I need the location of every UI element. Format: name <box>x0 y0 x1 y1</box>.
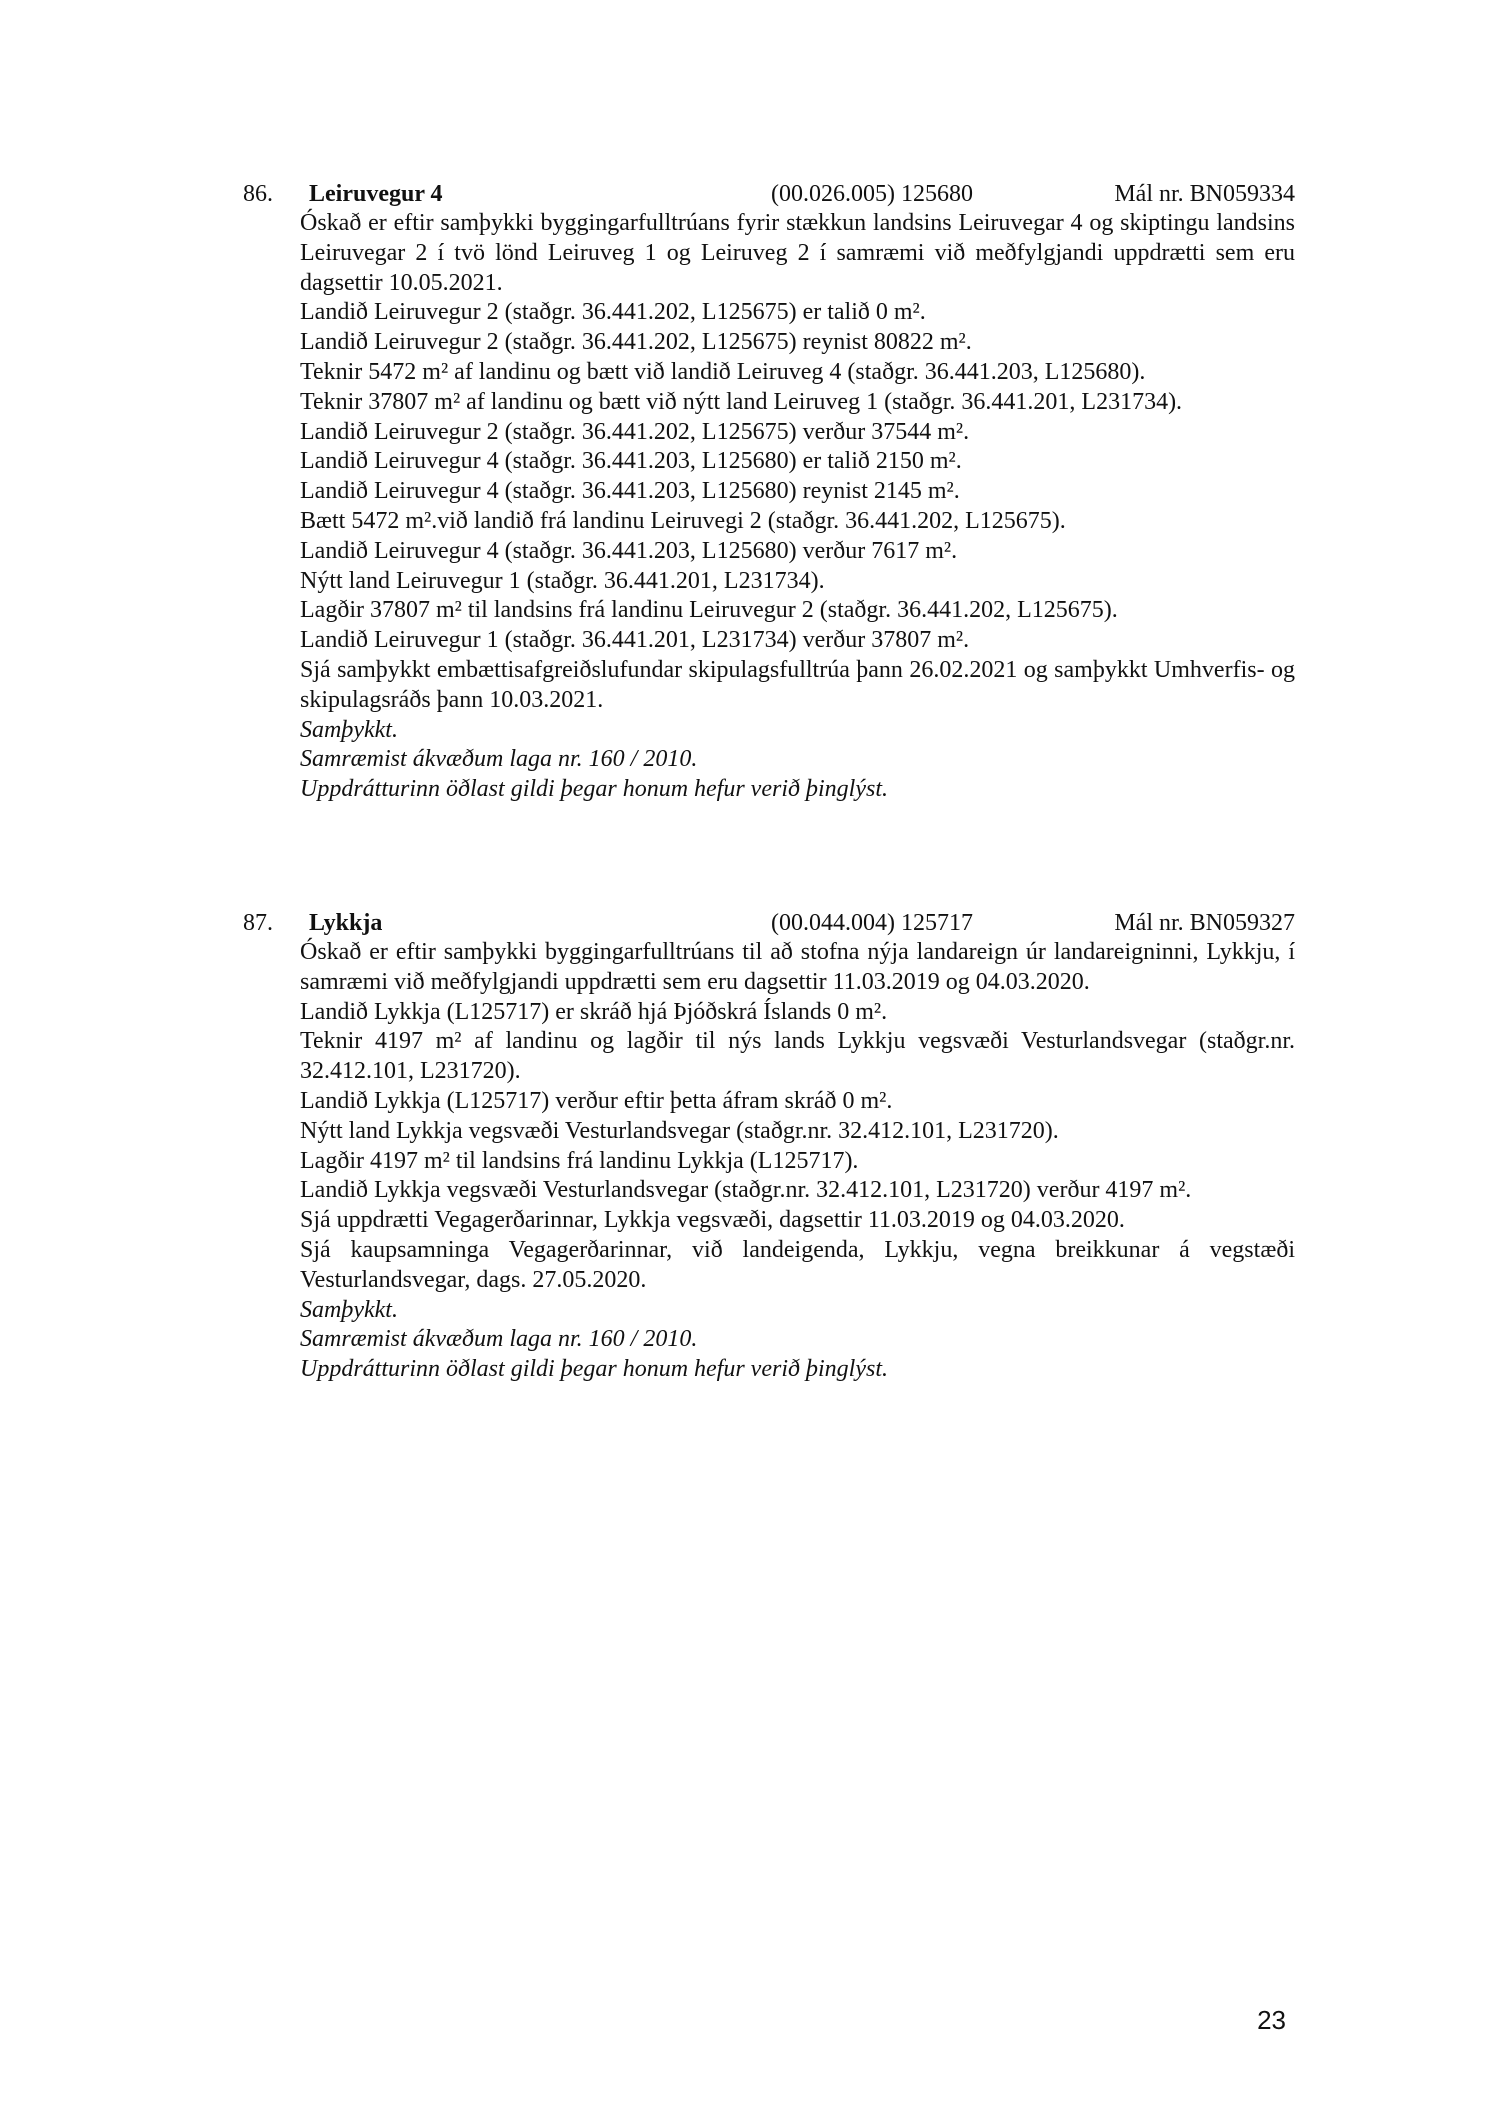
paragraph: Teknir 4197 m² af landinu og lagðir til nýs lands Lykkju vegsvæði Vesturlandsvegar (staðgr.nr. 32.412.101, L231720). <box>300 1028 1295 1085</box>
decision-law-reference: Samræmist ákvæðum laga nr. 160 / 2010. <box>300 746 698 773</box>
decision-law-reference: Samræmist ákvæðum laga nr. 160 / 2010. <box>300 1326 698 1353</box>
item-title: Leiruvegur 4 <box>309 181 443 207</box>
paragraph: Lagðir 4197 m² til landsins frá landinu Lykkja (L125717). <box>300 1147 859 1174</box>
item-number: 86. <box>243 181 273 207</box>
decision-validity-note: Uppdrátturinn öðlast gildi þegar honum hefur verið þinglýst. <box>300 776 888 803</box>
paragraph: Bætt 5472 m².við landið frá landinu Leiruvegi 2 (staðgr. 36.441.202, L125675). <box>300 507 1066 534</box>
paragraph: Teknir 5472 m² af landinu og bætt við landið Leiruveg 4 (staðgr. 36.441.203, L125680). <box>300 358 1146 385</box>
decision-approved: Samþykkt. <box>300 716 398 743</box>
paragraph: Sjá kaupsamninga Vegagerðarinnar, við landeigenda, Lykkju, vegna breikkunar á vegstæði Vesturlandsvegar, dags. 27.05.2020. <box>300 1236 1295 1293</box>
paragraph: Landið Leiruvegur 4 (staðgr. 36.441.203, L125680) er talið 2150 m². <box>300 448 962 475</box>
paragraph: Landið Lykkja (L125717) er skráð hjá Þjóðskrá Íslands 0 m². <box>300 998 888 1025</box>
paragraph: Landið Leiruvegur 2 (staðgr. 36.441.202, L125675) er talið 0 m². <box>300 299 926 326</box>
paragraph: Landið Leiruvegur 2 (staðgr. 36.441.202, L125675) verður 37544 m². <box>300 418 970 445</box>
paragraph: Landið Leiruvegur 2 (staðgr. 36.441.202, L125675) reynist 80822 m². <box>300 329 972 356</box>
decision-approved: Samþykkt. <box>300 1296 398 1323</box>
item-title: Lykkja <box>309 910 383 936</box>
paragraph: Lagðir 37807 m² til landsins frá landinu Leiruvegur 2 (staðgr. 36.441.202, L125675). <box>300 597 1118 624</box>
paragraph: Óskað er eftir samþykki byggingarfulltrúans fyrir stækkun landsins Leiruvegar 4 og skiptingu landsins Leiruvegar 2 í tvö lönd Leiruveg 1 og Leiruveg 2 í samræmi við meðfylgjandi uppdrætti sem eru dagsettir 10.05.2021. <box>300 210 1295 296</box>
paragraph: Nýtt land Leiruvegur 1 (staðgr. 36.441.201, L231734). <box>300 567 825 594</box>
paragraph: Sjá samþykkt embættisafgreiðslufundar skipulagsfulltrúa þann 26.02.2021 og samþykkt Umhverfis- og skipulagsráðs þann 10.03.2021. <box>300 656 1295 713</box>
paragraph: Landið Leiruvegur 4 (staðgr. 36.441.203, L125680) verður 7617 m². <box>300 537 958 564</box>
item-case-number: Mál nr. BN059327 <box>1114 910 1295 936</box>
paragraph: Landið Leiruvegur 4 (staðgr. 36.441.203, L125680) reynist 2145 m². <box>300 478 960 505</box>
paragraph: Landið Lykkja (L125717) verður eftir þetta áfram skráð 0 m². <box>300 1087 893 1114</box>
item-body <box>300 209 1295 805</box>
item-header <box>243 908 1295 938</box>
page-number: 23 <box>1257 2005 1286 2035</box>
item-number: 87. <box>243 910 273 936</box>
item-body <box>300 938 1295 1385</box>
paragraph: Landið Leiruvegur 1 (staðgr. 36.441.201, L231734) verður 37807 m². <box>300 627 970 654</box>
paragraph: Landið Lykkja vegsvæði Vesturlandsvegar (staðgr.nr. 32.412.101, L231720) verður 4197 m². <box>300 1177 1192 1204</box>
item-header <box>243 179 1295 209</box>
item-reference: (00.044.004) 125717 <box>771 910 973 936</box>
item-reference: (00.026.005) 125680 <box>771 181 973 207</box>
decision-validity-note: Uppdrátturinn öðlast gildi þegar honum hefur verið þinglýst. <box>300 1356 888 1383</box>
paragraph: Nýtt land Lykkja vegsvæði Vesturlandsvegar (staðgr.nr. 32.412.101, L231720). <box>300 1117 1059 1144</box>
item-case-number: Mál nr. BN059334 <box>1114 181 1295 207</box>
paragraph: Óskað er eftir samþykki byggingarfulltrúans til að stofna nýja landareign úr landareigninni, Lykkju, í samræmi við meðfylgjandi uppdrætti sem eru dagsettir 11.03.2019 og 04.03.2020. <box>300 939 1295 995</box>
paragraph: Teknir 37807 m² af landinu og bætt við nýtt land Leiruveg 1 (staðgr. 36.441.201, L231734). <box>300 388 1183 415</box>
agenda-item-86 <box>243 179 1295 805</box>
paragraph: Sjá uppdrætti Vegagerðarinnar, Lykkja vegsvæði, dagsettir 11.03.2019 og 04.03.2020. <box>300 1207 1125 1234</box>
agenda-item-87 <box>243 908 1295 1385</box>
